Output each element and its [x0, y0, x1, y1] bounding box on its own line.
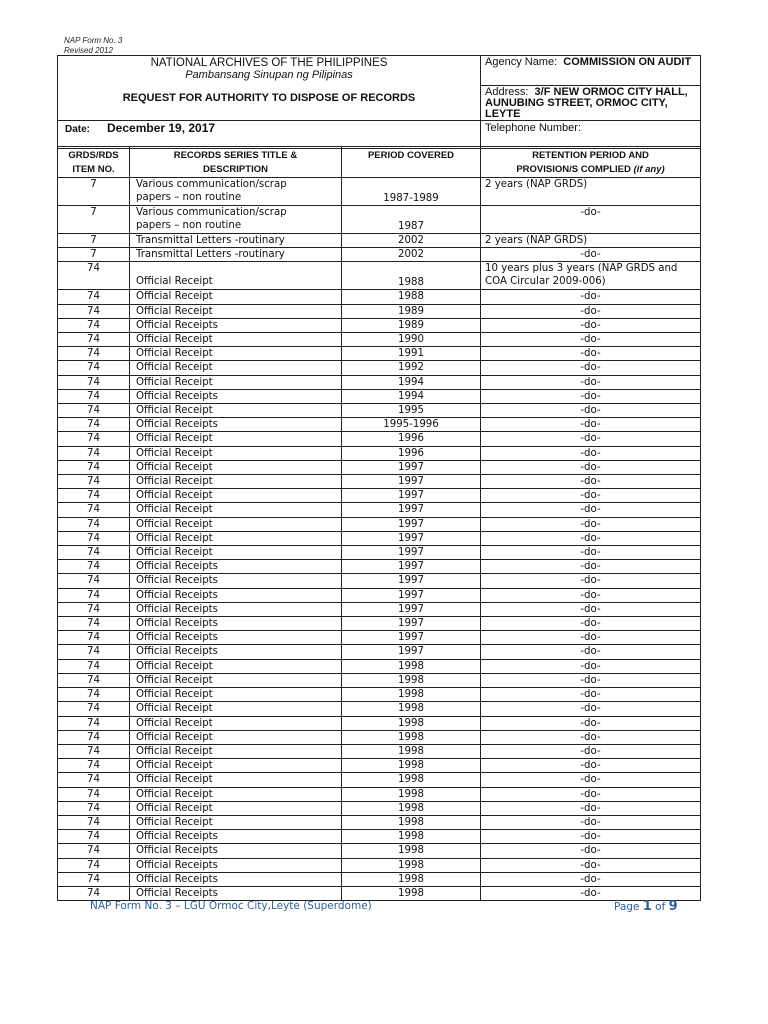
period-covered-cell: 1987 [342, 206, 481, 234]
table-row [58, 475, 701, 489]
item-no-cell: 74 [58, 872, 130, 886]
records-series-cell: Official Receipt [130, 744, 342, 758]
table-row [58, 673, 701, 687]
period-covered-cell: 1997 [342, 489, 481, 503]
retention-period-cell: -do- [481, 759, 701, 773]
period-covered-cell: 1997 [342, 645, 481, 659]
retention-period-cell: -do- [481, 744, 701, 758]
records-series-cell: Official Receipt [130, 489, 342, 503]
period-covered-cell: 1998 [342, 673, 481, 687]
item-no-cell: 74 [58, 531, 130, 545]
retention-period-cell: -do- [481, 659, 701, 673]
table-row [58, 389, 701, 403]
retention-period-cell: -do- [481, 872, 701, 886]
item-no-cell: 74 [58, 389, 130, 403]
date-value: December 19, 2017 [107, 121, 216, 135]
table-row [58, 886, 701, 900]
records-series-cell: Official Receipt [130, 702, 342, 716]
records-series-cell: Official Receipts [130, 631, 342, 645]
table-row [58, 716, 701, 730]
table-row [58, 659, 701, 673]
item-no-cell: 74 [58, 716, 130, 730]
total-pages: 9 [668, 899, 678, 914]
item-no-cell: 74 [58, 574, 130, 588]
retention-period-cell: -do- [481, 773, 701, 787]
retention-period-cell: -do- [481, 460, 701, 474]
address-value: 3/F NEW ORMOC CITY HALL, AUNUBING STREET, ORMOC CITY, LEYTE [485, 86, 688, 120]
retention-period-cell: -do- [481, 290, 701, 304]
item-no-cell: 74 [58, 432, 130, 446]
retention-period-cell: 2 years (NAP GRDS) [481, 178, 701, 206]
records-series-cell: Official Receipt [130, 460, 342, 474]
item-no-cell: 74 [58, 546, 130, 560]
item-no-cell: 74 [58, 318, 130, 332]
title-cell [58, 56, 481, 121]
item-no-cell: 74 [58, 730, 130, 744]
retention-period-cell: -do- [481, 702, 701, 716]
item-no-cell: 74 [58, 815, 130, 829]
item-no-cell: 74 [58, 645, 130, 659]
item-no-cell: 74 [58, 773, 130, 787]
table-row [58, 631, 701, 645]
period-covered-cell: 2002 [342, 248, 481, 262]
period-covered-cell: 1997 [342, 546, 481, 560]
retention-period-cell: -do- [481, 688, 701, 702]
table-row [58, 333, 701, 347]
table-row [58, 446, 701, 460]
address-label: Address: [485, 86, 529, 98]
retention-period-cell: -do- [481, 815, 701, 829]
records-series-cell: Various communication/scrap papers – non routine [130, 178, 342, 206]
table-row [58, 858, 701, 872]
item-no-cell: 74 [58, 333, 130, 347]
item-no-cell: 74 [58, 475, 130, 489]
records-series-cell: Official Receipt [130, 787, 342, 801]
item-no-cell: 74 [58, 418, 130, 432]
item-no-cell: 74 [58, 744, 130, 758]
period-covered-cell: 1987-1989 [342, 178, 481, 206]
retention-period-cell: -do- [481, 844, 701, 858]
period-covered-cell: 1998 [342, 872, 481, 886]
agency-name-cell [481, 56, 701, 86]
period-covered-cell: 1998 [342, 659, 481, 673]
retention-period-cell: -do- [481, 886, 701, 900]
period-covered-cell: 1997 [342, 475, 481, 489]
item-no-cell: 74 [58, 830, 130, 844]
records-series-cell: Official Receipt [130, 517, 342, 531]
item-no-cell: 74 [58, 560, 130, 574]
date-cell [58, 121, 481, 149]
records-series-cell: Official Receipts [130, 588, 342, 602]
institution-name-filipino: Pambansang Sinupan ng Pilipinas [185, 69, 353, 81]
records-series-cell: Official Receipt [130, 531, 342, 545]
item-no-cell: 74 [58, 460, 130, 474]
retention-period-cell: -do- [481, 531, 701, 545]
retention-period-cell: -do- [481, 389, 701, 403]
period-covered-cell: 2002 [342, 234, 481, 248]
table-row [58, 248, 701, 262]
records-series-cell: Official Receipts [130, 560, 342, 574]
item-no-cell: 74 [58, 886, 130, 900]
agency-name-value: COMMISSION ON AUDIT [563, 56, 692, 68]
retention-period-cell: -do- [481, 546, 701, 560]
records-series-cell: Official Receipts [130, 645, 342, 659]
period-covered-cell: 1998 [342, 801, 481, 815]
table-row [58, 489, 701, 503]
column-header-period-covered: PERIOD COVERED [342, 147, 481, 178]
records-series-cell: Official Receipts [130, 602, 342, 616]
period-covered-cell: 1998 [342, 844, 481, 858]
item-no-cell: 74 [58, 787, 130, 801]
period-covered-cell: 1998 [342, 787, 481, 801]
table-row [58, 844, 701, 858]
item-no-cell: 7 [58, 206, 130, 234]
item-no-cell: 74 [58, 673, 130, 687]
retention-period-cell: -do- [481, 404, 701, 418]
item-no-cell: 74 [58, 702, 130, 716]
item-no-cell: 74 [58, 446, 130, 460]
form-number: NAP Form No. 3 [64, 36, 123, 45]
table-header-row [58, 147, 701, 178]
period-covered-cell: 1998 [342, 886, 481, 900]
period-covered-cell: 1997 [342, 503, 481, 517]
period-covered-cell: 1997 [342, 617, 481, 631]
item-no-cell: 7 [58, 178, 130, 206]
table-row [58, 830, 701, 844]
retention-period-cell: 10 years plus 3 years (NAP GRDS and COA Circular 2009-006) [481, 262, 701, 290]
period-covered-cell: 1997 [342, 517, 481, 531]
records-series-cell: Official Receipt [130, 361, 342, 375]
retention-period-cell: -do- [481, 716, 701, 730]
period-covered-cell: 1998 [342, 815, 481, 829]
records-series-cell: Official Receipts [130, 574, 342, 588]
table-row [58, 531, 701, 545]
address-cell [481, 86, 701, 121]
table-row [58, 318, 701, 332]
records-series-cell: Official Receipt [130, 304, 342, 318]
records-series-cell: Official Receipt [130, 333, 342, 347]
table-row [58, 517, 701, 531]
table-row [58, 178, 701, 206]
records-series-cell: Transmittal Letters -routinary [130, 234, 342, 248]
period-covered-cell: 1998 [342, 730, 481, 744]
current-page: 1 [642, 899, 652, 914]
records-series-cell: Official Receipts [130, 617, 342, 631]
period-covered-cell: 1998 [342, 759, 481, 773]
footer-page-number: Page 1 of 9 [614, 899, 678, 914]
records-table [57, 146, 701, 901]
period-covered-cell: 1994 [342, 375, 481, 389]
records-series-cell: Official Receipt [130, 659, 342, 673]
retention-period-cell: -do- [481, 673, 701, 687]
telephone-cell [481, 121, 701, 149]
period-covered-cell: 1995-1996 [342, 418, 481, 432]
retention-period-cell: -do- [481, 432, 701, 446]
item-no-cell: 74 [58, 375, 130, 389]
table-row [58, 787, 701, 801]
item-no-cell: 74 [58, 858, 130, 872]
item-no-cell: 74 [58, 404, 130, 418]
period-covered-cell: 1998 [342, 688, 481, 702]
records-series-cell: Official Receipt [130, 347, 342, 361]
period-covered-cell: 1997 [342, 560, 481, 574]
period-covered-cell: 1996 [342, 446, 481, 460]
table-row [58, 872, 701, 886]
period-covered-cell: 1997 [342, 574, 481, 588]
period-covered-cell: 1994 [342, 389, 481, 403]
institution-name: NATIONAL ARCHIVES OF THE PHILIPPINES [150, 57, 388, 69]
retention-period-cell: -do- [481, 617, 701, 631]
table-row [58, 574, 701, 588]
period-covered-cell: 1997 [342, 588, 481, 602]
item-no-cell: 74 [58, 801, 130, 815]
table-row [58, 304, 701, 318]
item-no-cell: 74 [58, 517, 130, 531]
retention-period-cell: -do- [481, 347, 701, 361]
retention-period-cell: -do- [481, 333, 701, 347]
period-covered-cell: 1998 [342, 744, 481, 758]
retention-period-cell: -do- [481, 645, 701, 659]
item-no-cell: 74 [58, 347, 130, 361]
retention-period-cell: -do- [481, 375, 701, 389]
records-series-cell: Official Receipt [130, 730, 342, 744]
table-row [58, 418, 701, 432]
table-row [58, 801, 701, 815]
period-covered-cell: 1997 [342, 602, 481, 616]
table-row [58, 546, 701, 560]
records-series-cell: Official Receipt [130, 475, 342, 489]
retention-period-cell: -do- [481, 787, 701, 801]
retention-period-cell: -do- [481, 574, 701, 588]
retention-period-cell: -do- [481, 248, 701, 262]
period-covered-cell: 1988 [342, 290, 481, 304]
table-row [58, 460, 701, 474]
period-covered-cell: 1998 [342, 773, 481, 787]
retention-period-cell: -do- [481, 475, 701, 489]
item-no-cell: 74 [58, 659, 130, 673]
table-row [58, 744, 701, 758]
table-row [58, 759, 701, 773]
table-row [58, 361, 701, 375]
table-row [58, 404, 701, 418]
retention-period-cell: -do- [481, 830, 701, 844]
agency-name-label: Agency Name: [485, 56, 558, 68]
table-row [58, 815, 701, 829]
table-row [58, 234, 701, 248]
retention-period-cell: -do- [481, 730, 701, 744]
retention-period-cell: -do- [481, 489, 701, 503]
table-row [58, 432, 701, 446]
form-header-table [57, 55, 701, 149]
period-covered-cell: 1992 [342, 361, 481, 375]
retention-period-cell: 2 years (NAP GRDS) [481, 234, 701, 248]
period-covered-cell: 1988 [342, 262, 481, 290]
retention-period-cell: -do- [481, 361, 701, 375]
period-covered-cell: 1997 [342, 460, 481, 474]
item-no-cell: 74 [58, 588, 130, 602]
period-covered-cell: 1997 [342, 631, 481, 645]
item-no-cell: 74 [58, 304, 130, 318]
records-series-cell: Official Receipts [130, 844, 342, 858]
period-covered-cell: 1998 [342, 858, 481, 872]
column-header-retention-period: RETENTION PERIOD AND PROVISION/S COMPLIED (if any) [481, 147, 701, 178]
table-row [58, 588, 701, 602]
records-series-cell: Official Receipts [130, 318, 342, 332]
period-covered-cell: 1991 [342, 347, 481, 361]
records-series-cell: Official Receipt [130, 759, 342, 773]
table-row [58, 503, 701, 517]
records-series-cell: Official Receipt [130, 688, 342, 702]
period-covered-cell: 1998 [342, 716, 481, 730]
period-covered-cell: 1989 [342, 304, 481, 318]
records-series-cell: Official Receipts [130, 886, 342, 900]
table-row [58, 560, 701, 574]
table-row [58, 617, 701, 631]
table-row [58, 375, 701, 389]
item-no-cell: 74 [58, 631, 130, 645]
item-no-cell: 7 [58, 248, 130, 262]
period-covered-cell: 1996 [342, 432, 481, 446]
records-series-cell: Official Receipts [130, 858, 342, 872]
date-label: Date: [65, 124, 91, 135]
table-row [58, 347, 701, 361]
table-row [58, 702, 701, 716]
records-series-cell: Official Receipt [130, 432, 342, 446]
footer-form-label: NAP Form No. 3 – LGU Ormoc City,Leyte (Superdome) [90, 900, 372, 912]
telephone-label: Telephone Number: [485, 122, 582, 134]
period-covered-cell: 1997 [342, 531, 481, 545]
table-row [58, 206, 701, 234]
records-series-cell: Official Receipt [130, 546, 342, 560]
records-series-cell: Official Receipts [130, 872, 342, 886]
table-row [58, 773, 701, 787]
retention-period-cell: -do- [481, 631, 701, 645]
retention-period-cell: -do- [481, 858, 701, 872]
retention-period-cell: -do- [481, 318, 701, 332]
period-covered-cell: 1998 [342, 830, 481, 844]
table-row [58, 645, 701, 659]
records-series-cell: Various communication/scrap papers – non routine [130, 206, 342, 234]
item-no-cell: 74 [58, 503, 130, 517]
records-series-cell: Official Receipt [130, 673, 342, 687]
item-no-cell: 74 [58, 759, 130, 773]
item-no-cell: 74 [58, 617, 130, 631]
retention-period-cell: -do- [481, 801, 701, 815]
item-no-cell: 74 [58, 361, 130, 375]
item-no-cell: 74 [58, 602, 130, 616]
item-no-cell: 7 [58, 234, 130, 248]
form-number-block [64, 36, 122, 56]
retention-period-cell: -do- [481, 503, 701, 517]
records-series-cell: Official Receipt [130, 375, 342, 389]
records-series-cell: Official Receipt [130, 262, 342, 290]
column-header-item-no: GRDS/RDS ITEM NO. [58, 147, 130, 178]
retention-period-cell: -do- [481, 446, 701, 460]
table-row [58, 730, 701, 744]
table-row [58, 688, 701, 702]
retention-period-cell: -do- [481, 418, 701, 432]
table-row [58, 290, 701, 304]
retention-period-cell: -do- [481, 560, 701, 574]
item-no-cell: 74 [58, 688, 130, 702]
records-series-cell: Transmittal Letters -routinary [130, 248, 342, 262]
column-header-records-series: RECORDS SERIES TITLE & DESCRIPTION [130, 147, 342, 178]
records-series-cell: Official Receipt [130, 404, 342, 418]
records-series-cell: Official Receipts [130, 830, 342, 844]
records-series-cell: Official Receipt [130, 290, 342, 304]
form-revised: Revised 2012 [64, 46, 113, 55]
records-series-cell: Official Receipt [130, 503, 342, 517]
records-series-cell: Official Receipt [130, 815, 342, 829]
period-covered-cell: 1998 [342, 702, 481, 716]
records-series-cell: Official Receipt [130, 446, 342, 460]
table-row [58, 262, 701, 290]
item-no-cell: 74 [58, 489, 130, 503]
retention-period-cell: -do- [481, 304, 701, 318]
period-covered-cell: 1989 [342, 318, 481, 332]
records-series-cell: Official Receipt [130, 716, 342, 730]
records-series-cell: Official Receipt [130, 801, 342, 815]
retention-period-cell: -do- [481, 588, 701, 602]
retention-period-cell: -do- [481, 206, 701, 234]
item-no-cell: 74 [58, 844, 130, 858]
item-no-cell: 74 [58, 262, 130, 290]
records-series-cell: Official Receipts [130, 389, 342, 403]
records-series-cell: Official Receipts [130, 418, 342, 432]
period-covered-cell: 1995 [342, 404, 481, 418]
period-covered-cell: 1990 [342, 333, 481, 347]
item-no-cell: 74 [58, 290, 130, 304]
table-body [58, 178, 701, 901]
records-series-cell: Official Receipt [130, 773, 342, 787]
form-title: REQUEST FOR AUTHORITY TO DISPOSE OF RECORDS [122, 92, 416, 104]
retention-period-cell: -do- [481, 517, 701, 531]
retention-period-cell: -do- [481, 602, 701, 616]
table-row [58, 602, 701, 616]
